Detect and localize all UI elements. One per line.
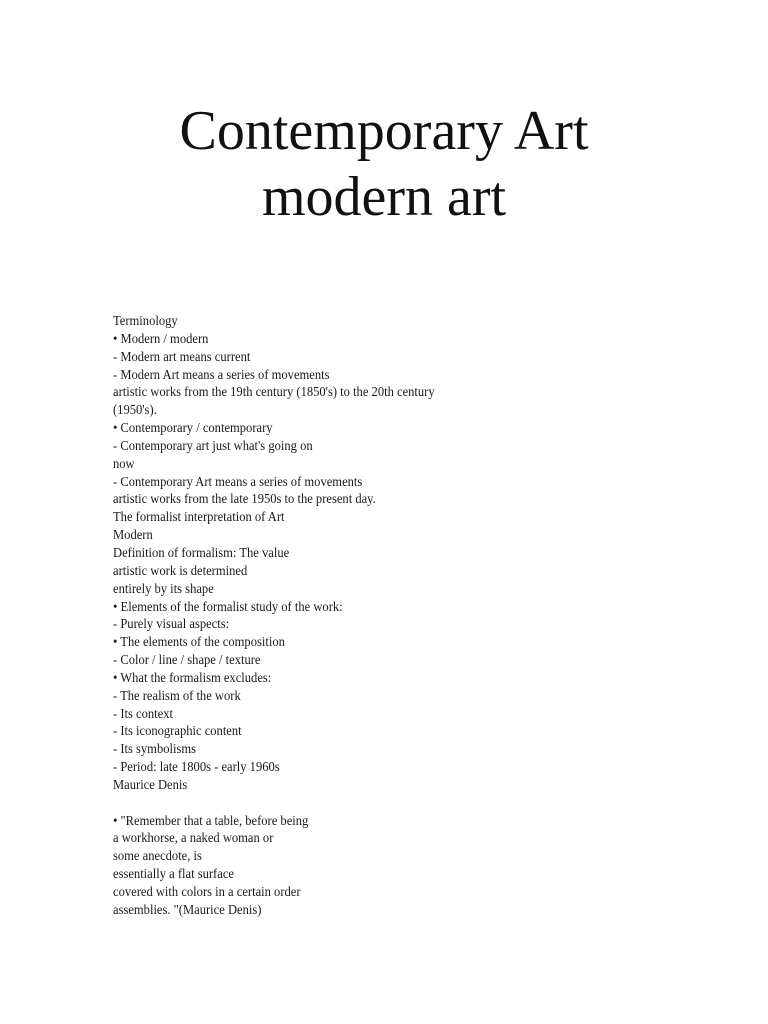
- body-line: artistic works from the 19th century (1850's) to the 20th century: [113, 384, 435, 400]
- quote-line: a workhorse, a naked woman or: [113, 830, 274, 846]
- quote-line: some anecdote, is: [113, 848, 202, 864]
- body-line: • The elements of the composition: [113, 634, 285, 650]
- body-line: artistic work is determined: [113, 562, 248, 578]
- body-line: • Elements of the formalist study of the work:: [113, 598, 343, 614]
- body-line: Maurice Denis: [113, 776, 188, 792]
- body-line: (1950's).: [113, 402, 157, 418]
- body-line: • Modern / modern: [113, 330, 209, 346]
- title-line-1: Contemporary Art: [179, 100, 589, 162]
- body-line: - Contemporary art just what's going on: [113, 437, 313, 453]
- body-line: - Its iconographic content: [113, 723, 242, 739]
- body-line: • Contemporary / contemporary: [113, 420, 273, 436]
- body-line: now: [113, 455, 135, 471]
- body-line: • What the formalism excludes:: [113, 669, 272, 685]
- body-line: - Contemporary Art means a series of movements: [113, 473, 363, 489]
- body-line: - Period: late 1800s - early 1960s: [113, 759, 280, 775]
- document-body: [113, 312, 673, 919]
- body-line: Modern: [113, 527, 153, 543]
- body-line: - Modern art means current: [113, 348, 251, 364]
- paragraph-gap: [113, 794, 673, 812]
- body-line: artistic works from the late 1950s to the present day.: [113, 491, 376, 507]
- body-line: - Modern Art means a series of movements: [113, 366, 330, 382]
- body-line: - The realism of the work: [113, 687, 241, 703]
- document-title: [0, 98, 768, 230]
- body-line: - Purely visual aspects:: [113, 616, 230, 632]
- quote-line: assemblies. "(Maurice Denis): [113, 901, 262, 917]
- body-line: Terminology: [113, 313, 178, 328]
- quote-line: essentially a flat surface: [113, 866, 234, 882]
- body-line: - Color / line / shape / texture: [113, 652, 261, 668]
- body-line: Definition of formalism: The value: [113, 544, 290, 560]
- title-line-2: modern art: [261, 166, 507, 228]
- body-line: - Its context: [113, 705, 173, 721]
- quote-line: covered with colors in a certain order: [113, 884, 301, 899]
- body-line: - Its symbolisms: [113, 741, 197, 757]
- body-line: The formalist interpretation of Art: [113, 509, 285, 525]
- body-line: entirely by its shape: [113, 580, 214, 596]
- quote-line: • "Remember that a table, before being: [113, 812, 309, 828]
